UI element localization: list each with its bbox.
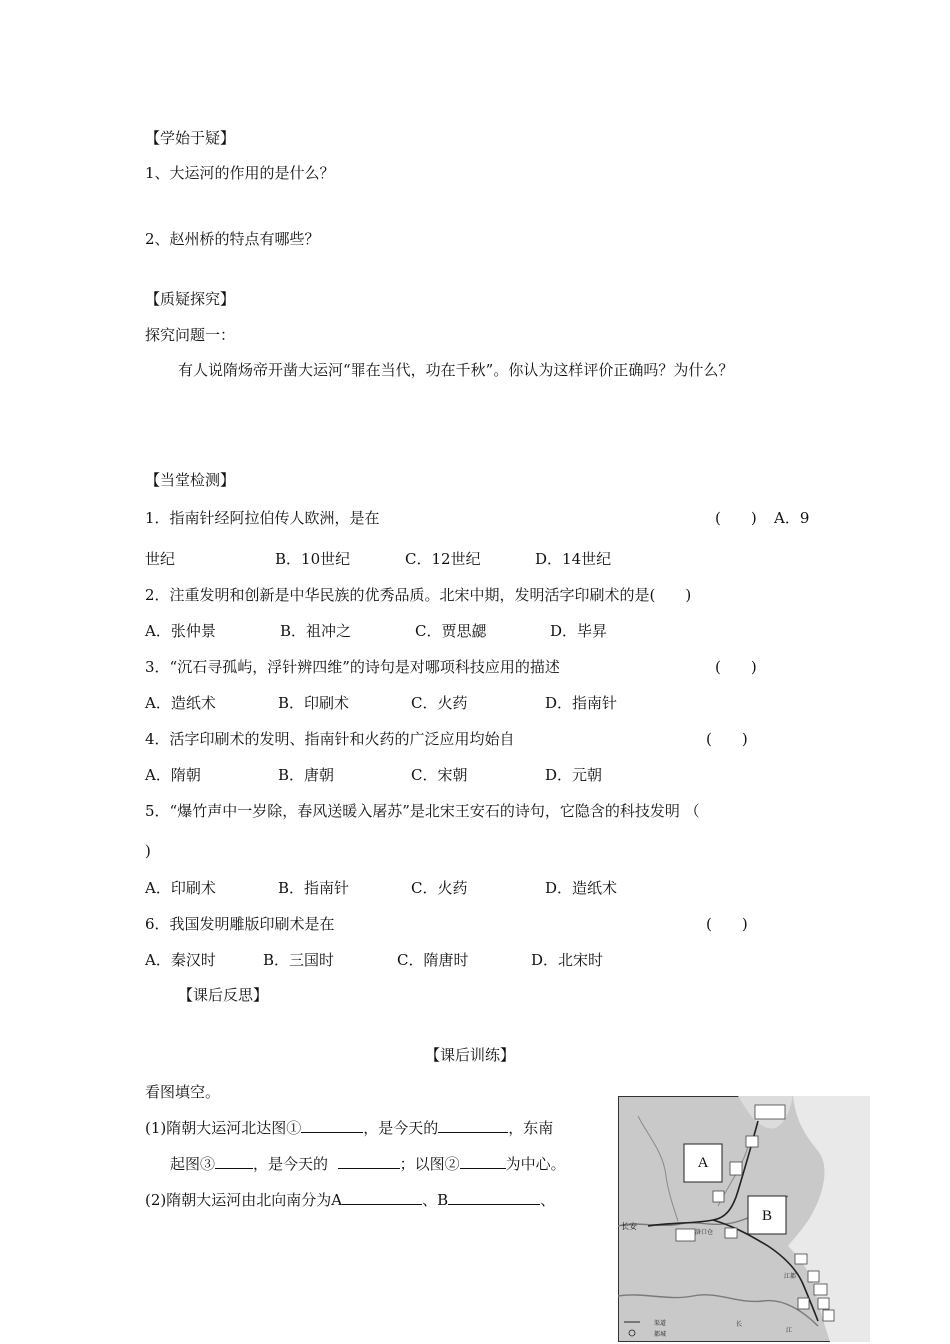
training-line-2-part-b: ，是今天的 bbox=[253, 1155, 329, 1173]
q6-stem: 6．我国发明雕版印刷术是在 bbox=[145, 915, 335, 933]
map-place-jiangdu: 江都 bbox=[784, 1273, 797, 1280]
study-question-1: 1、大运河的作用的是什么？ bbox=[145, 164, 335, 182]
q4-option-c: C．宋朝 bbox=[411, 766, 468, 784]
training-intro: 看图填空。 bbox=[145, 1083, 221, 1101]
training-line-3-part-c: 、 bbox=[540, 1191, 556, 1209]
q2-option-d: D．毕昇 bbox=[550, 622, 608, 640]
map-blank-box-10 bbox=[798, 1298, 809, 1309]
q6-option-a: A．秦汉时 bbox=[145, 951, 216, 969]
q2-stem: 2．注重发明和创新是中华民族的优秀品质。北宋中期，发明活字印刷术的是( ) bbox=[145, 586, 692, 604]
q6-option-b: B．三国时 bbox=[263, 951, 335, 969]
map-blank-box-8 bbox=[808, 1271, 819, 1282]
map-blank-box-3 bbox=[730, 1162, 742, 1175]
q6-option-c: C．隋唐时 bbox=[397, 951, 469, 969]
q4-paren: ( ) bbox=[706, 730, 748, 748]
legend-city-label: 都城 bbox=[654, 1331, 667, 1338]
q1-paren: ( ) bbox=[715, 509, 757, 527]
section-heading-study: 【学始于疑】 bbox=[145, 129, 236, 147]
q5-option-a: A．印刷术 bbox=[145, 879, 216, 897]
training-line-3 bbox=[145, 1190, 555, 1210]
q1-tail: 世纪 bbox=[145, 550, 176, 568]
q1-stem: 1．指南针经阿拉伯传人欧洲，是在 bbox=[145, 509, 380, 527]
section-heading-reflect: 【课后反思】 bbox=[178, 986, 269, 1004]
map-blank-box-5 bbox=[676, 1229, 695, 1241]
q6-paren: ( ) bbox=[706, 915, 748, 933]
explore-question: 有人说隋炀帝开凿大运河“罪在当代，功在千秋”。你认为这样评价正确吗？为什么？ bbox=[178, 361, 734, 379]
blank-3[interactable] bbox=[215, 1154, 253, 1169]
q2-option-b: B．祖冲之 bbox=[280, 622, 352, 640]
map-blank-box-4 bbox=[713, 1191, 724, 1202]
training-line-1-part-a: (1)隋朝大运河北达图① bbox=[145, 1119, 302, 1137]
q5-option-c: C．火药 bbox=[411, 879, 468, 897]
q1-option-d: D．14世纪 bbox=[535, 550, 612, 568]
training-line-3-part-b: 、B bbox=[422, 1191, 449, 1209]
q5-option-b: B．指南针 bbox=[278, 879, 350, 897]
blank-4[interactable] bbox=[338, 1154, 400, 1169]
map-blank-box-7 bbox=[795, 1254, 807, 1264]
q2-option-a: A．张仲景 bbox=[145, 622, 216, 640]
map-label-a: A bbox=[697, 1155, 709, 1171]
blank-5[interactable] bbox=[460, 1154, 506, 1169]
q1-option-a: A．9 bbox=[774, 509, 810, 527]
blank-2[interactable] bbox=[438, 1118, 508, 1133]
blank-1[interactable] bbox=[301, 1118, 363, 1133]
map-blank-box-12 bbox=[823, 1310, 834, 1321]
map-river-label-2: 江 bbox=[786, 1327, 793, 1334]
q2-option-c: C．贾思勰 bbox=[415, 622, 487, 640]
map-blank-box-2 bbox=[746, 1136, 758, 1147]
q3-option-d: D．指南针 bbox=[545, 694, 618, 712]
training-line-1-part-b: ，是今天的 bbox=[363, 1119, 439, 1137]
legend-canal-label: 渠道 bbox=[654, 1320, 667, 1327]
map-place-luokou: 洛口仓 bbox=[695, 1229, 714, 1236]
section-heading-training: 【课后训练】 bbox=[425, 1046, 516, 1064]
q4-option-a: A．隋朝 bbox=[145, 766, 201, 784]
map-blank-box-9 bbox=[814, 1284, 827, 1295]
q4-option-d: D．元朝 bbox=[545, 766, 603, 784]
map-river-label-1: 长 bbox=[736, 1321, 743, 1328]
training-line-1 bbox=[145, 1118, 553, 1138]
q6-option-d: D．北宋时 bbox=[531, 951, 604, 969]
map-blank-box-6 bbox=[725, 1228, 737, 1238]
section-heading-explore: 【质疑探究】 bbox=[145, 290, 236, 308]
grand-canal-map bbox=[618, 1096, 870, 1342]
training-line-1-part-c: ，东南 bbox=[508, 1119, 554, 1137]
q3-stem: 3．“沉石寻孤屿，浮针辨四维”的诗句是对哪项科技应用的描述 bbox=[145, 658, 560, 676]
q3-option-c: C．火药 bbox=[411, 694, 468, 712]
training-line-2-part-c: ；以图② bbox=[399, 1155, 460, 1173]
q4-option-b: B．唐朝 bbox=[278, 766, 335, 784]
section-heading-check: 【当堂检测】 bbox=[145, 471, 236, 489]
map-place-changan: 长安 bbox=[621, 1222, 637, 1231]
map-label-b: B bbox=[761, 1208, 773, 1224]
q1-option-b: B．10世纪 bbox=[275, 550, 351, 568]
blank-7[interactable] bbox=[448, 1190, 540, 1205]
q5-stem: 5．“爆竹声中一岁除，春风送暖入屠苏”是北宋王安石的诗句，它隐含的科技发明 （ bbox=[145, 802, 700, 820]
map-blank-box-11 bbox=[818, 1298, 829, 1309]
q5-tail: ) bbox=[145, 842, 151, 860]
study-question-2: 2、赵州桥的特点有哪些？ bbox=[145, 230, 320, 248]
q3-option-b: B．印刷术 bbox=[278, 694, 350, 712]
training-line-2 bbox=[170, 1154, 566, 1174]
q3-option-a: A．造纸术 bbox=[145, 694, 216, 712]
map-blank-box-1 bbox=[755, 1105, 785, 1119]
q1-option-c: C．12世纪 bbox=[405, 550, 481, 568]
explore-label: 探究问题一： bbox=[145, 326, 236, 344]
blank-6[interactable] bbox=[342, 1190, 422, 1205]
q4-stem: 4．活字印刷术的发明、指南针和火药的广泛应用均始自 bbox=[145, 730, 515, 748]
q3-paren: ( ) bbox=[715, 658, 757, 676]
training-line-2-part-d: 为中心。 bbox=[505, 1155, 566, 1173]
training-line-3-part-a: (2)隋朝大运河由北向南分为A bbox=[145, 1191, 343, 1209]
training-line-2-part-a: 起图③ bbox=[170, 1155, 216, 1173]
q5-option-d: D．造纸术 bbox=[545, 879, 618, 897]
